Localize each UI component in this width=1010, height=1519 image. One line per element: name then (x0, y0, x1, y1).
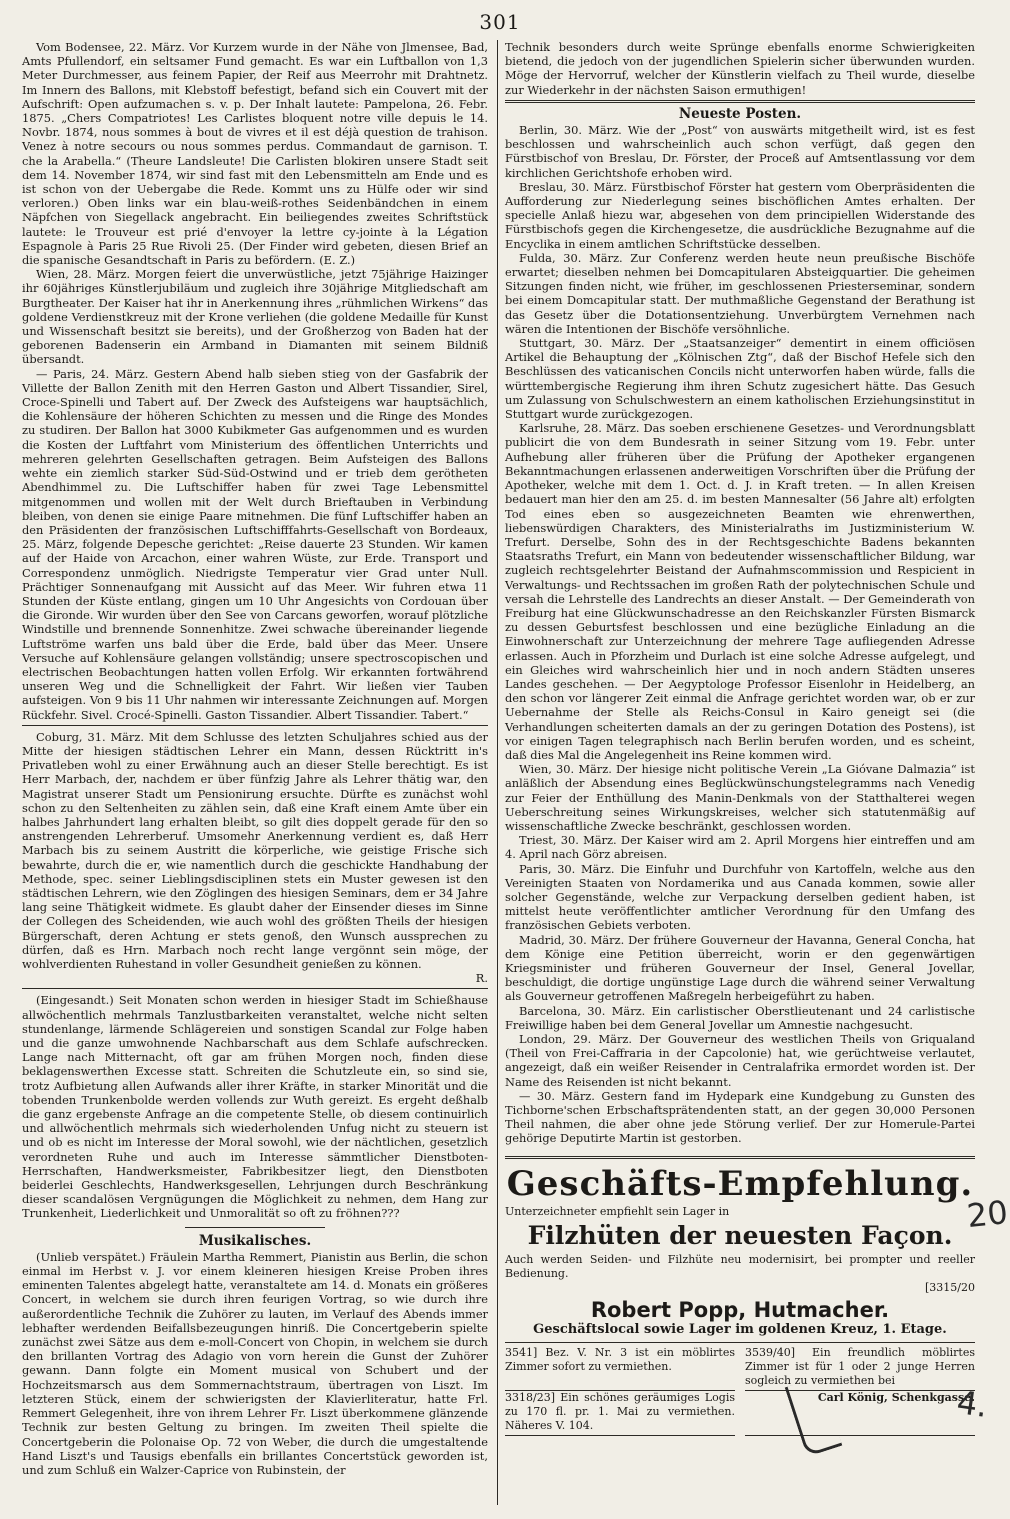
article-bodensee: Vom Bodensee, 22. März. Vor Kurzem wurde in der Nähe von Jlmensee, Bad, Amts Pfullendorf, ein seltsamer Fund gemacht. Es war ein Luftballon von 1,3 Meter Durchmesser, aus feinem Papier, der Reif aus Meerrohr mit Drahtnetz. Im Innern des Ballons, mit Klebstoff befestigt, befand sich ein Couvert mit der Aufschrift: Open aufzumachen s. v. p. Der Inhalt lautete: Pampelona, 26. Febr. 1875. „Chers Compatriotes! Les Carlistes bloquent notre ville depuis le 14. Novbr. 1874, nous sommes à bout de vivres et il est déjà question de trahison. Venez à notre secours ou nous sommes perdus. Commandaut de garnison. T. che la Arabella.“ (Theure Landsleute! Die Carlisten blokiren unsere Stadt seit dem 14. November 1874, wir sind fast mit den Lebensmitteln am Ende und es ist schon von der Uebergabe die Rede. Kommt uns zu Hülfe oder wir sind verloren.) Oben links war ein blau-weiß-rothes Seidenbändchen in einem Näpfchen von Siegellack angebracht. Ein beiliegendes zweites Schriftstück lautete: le Trouveur est prié d'envoyer la lettre cy-jointe à la Légation Espagnole à Paris 25 Rue Rivoli 25. (Der Finder wird gebeten, diesen Brief an die spanische Gesandtschaft in Paris zu befördern. (E. Z.) (22, 40, 488, 268)
news-fulda: Fulda, 30. März. Zur Conferenz werden heute neun preußische Bischöfe erwartet; dieselben nehmen bei Domcapitularen Absteigquartier. Die geheimen Sitzungen finden nicht, wie früher, im geschlossenen Priesterseminar, sondern bei einem Domcapitular statt. Der muthmaßliche Gegenstand der Berathung ist das Gesetz über die Dotationsentziehung. Unverbürgtem Vernehmen nach wären die Intentionen der Bischöfe versöhnliche. (505, 250, 975, 336)
news-berlin: Berlin, 30. März. Wie der „Post“ von auswärts mitgetheilt wird, ist es fest beschlossen und wahrscheinlich auch schon verfügt, daß gegen den Fürstbischof von Breslau, Dr. Förster, der Proceß auf Amtsentlassung vor dem kirchlichen Gerichtshofe erhoben wird. (505, 123, 975, 180)
article-wien: Wien, 28. März. Morgen feiert die unverwüstliche, jetzt 75jährige Haizinger ihr 60jähriges Künstlerjubiläum und zugleich ihre 30jährige Mitgliedschaft am Burgtheater. Der Kaiser hat ihr in Anerkennung ihres „rühmlichen Wirkens“ das goldene Verdienstkreuz mit der Krone verliehen (die goldene Medaille für Kunst und Wissenschaft besitzt sie bereits), und der Großherzog von Baden hat der geborenen Badenserin ein Armband in Diamanten mit seinem Bildniß übersandt. (22, 267, 488, 367)
ad-headline: Filzhüten der neuesten Façon. (527, 1220, 953, 1250)
section-title-musik: Musikalisches. (198, 1232, 312, 1249)
ad-intro: Unterzeichneter empfiehlt sein Lager in (505, 1204, 730, 1218)
news-karlsruhe: Karlsruhe, 28. März. Das soeben erschienene Gesetzes- und Verordnungsblatt publicirt die von dem Bundesrath in seiner Sitzung vom 19. Febr. unter Aufhebung aller früheren über die Prüfung der Apotheker ergangenen Bekanntmachungen erlassenen anderweitigen Vorschriften über die Prüfung der Apotheker, welche mit dem 1. Oct. d. J. in Kraft treten. — In allen Kreisen bedauert man hier den am 25. d. im besten Mannesalter (56 Jahre alt) erfolgten Tod eines eben so ausgezeichneten Beamten wie ehrenwerthen, liebenswürdigen Charakters, des Ministerialraths im Justizministerium W. Trefurt. Derselbe, Sohn des in der Rechtsgeschichte Badens bekannten Staatsraths Trefurt, ein Mann von bedeutender wissenschaftlicher Bildung, war zugleich rechtsgelehrter Beistand der Aufnahmscommission und Respicient in Verwaltungs- und Rechtssachen im großen Rath der polytechnischen Schule und versah die Lehrstelle des Landrechts an dieser Anstalt. — Der Gemeinderath von Freiburg hat eine Glückwunschadresse an den Reichskanzler Fürsten Bismarck zu dessen Geburtsfest beschlossen und eine bezügliche Einladung an die Einwohnerschaft zur Unterzeichnung der mehrere Tage aufliegenden Adresse erlassen. Auch in Pforzheim und Durlach ist eine solche Adresse aufgelegt, und ein Gleiches wird wahrscheinlich hier und in noch andern Städten unseres Landes geschehen. — Der Aegyptologe Professor Eisenlohr in Heidelberg, an den schon vor längerer Zeit einmal die Anfrage gerichtet worden war, ob er zur Uebernahme der Stelle als Reichs-Consul in Kairo geneigt sei (die Verhandlungen scheiterten damals an der zu geringen Dotation des Postens), ist vor einigen Tagen telegraphisch nach Berlin berufen worden, und es scheint, daß dies Mal die Angelegenheit ins Reine kommen wird. (505, 421, 975, 762)
article-eingesandt: (Eingesandt.) Seit Monaten schon werden in hiesiger Stadt im Schießhause allwöchentlich mehrmals Tanzlustbarkeiten veranstaltet, welche nicht selten stundenlange, lärmende Schlägereien und sonstigen Scandal zur Folge haben und die ganze umwohnende Nachbarschaft aus dem Schlafe aufschrecken. Lange nach Mitternacht, oft gar am frühen Morgen noch, finden diese beklagenswerthen Excesse statt. Schreiten die Schutzleute ein, so sind sie, trotz Aufbietung allen Aufwands aller ihrer Kräfte, in starker Minorität und die tobenden Trunkenbolde werden vollends zur Wuth gereizt. Es ergeht deßhalb die ganz ergebenste Anfrage an die competente Stelle, ob diesem continuirlich und allwöchentlich mehrmals sich wiederholenden Unfug nicht zu steuern ist und ob es nicht im Interesse der Moral sowohl, wie der nächtlichen, gesetzlich verordneten Ruhe und auch im Interesse sämmtlicher Dienstboten-Herrschaften, Handwerksmeister, Fabrikbesitzer liegt, den Dienstboten beiderlei Geschlechts, Handwerksgesellen, Lehrjungen durch Beschränkung dieser scandalösen Vergnügungen die Möglichkeit zu nehmen, dem Hang zur Trunkenheit, Liederlichkeit und Unmoralität so oft zu fröhnen??? (22, 993, 488, 1221)
classified-ad: 3539/40] Ein freundlich möblirtes Zimmer ist für 1 oder 2 junge Herren sogleich zu vermiethen bei (745, 1346, 975, 1391)
news-london: London, 29. März. Der Gouverneur des westlichen Theils von Griqualand (Theil von Frei-Caffraria in der Capcolonie) hat, wie gerüchtweise verlautet, angezeigt, daß ein weißer Reisender in Centralafrika ermordet worden ist. Der Name des Reisenden ist nicht bekannt. (505, 1032, 975, 1089)
news-london-2: — 30. März. Gestern fand im Hydepark eine Kundgebung zu Gunsten des Tichborne'schen Erbschaftsprätendenten statt, an der gegen 30,000 Personen Theil nahmen, die aber ohne jede Störung verlief. Der zur Homerule-Partei gehörige Deputirte Martin ist gestorben. (505, 1088, 975, 1146)
classified-ads (505, 1342, 975, 1436)
classified-ad: Carl König, Schenkgasse. (745, 1391, 975, 1436)
section-title-news: Neueste Posten. (678, 105, 802, 122)
article-paris: — Paris, 24. März. Gestern Abend halb sieben stieg von der Gasfabrik der Villette der Ballon Zenith mit den Herren Gaston und Albert Tissandier, Sirel, Croce-Spinelli und Tabert auf. Der Zweck des Aufsteigens war hauptsächlich, die Kohlensäure der höheren Schichten zu messen und die Ringe des Mondes zu studiren. Der Ballon hat 3000 Kubikmeter Gas aufgenommen und es wurden die Kosten der Luftfahrt vom Ministerium des öffentlichen Unterrichts und mehreren gelehrten Gesellschaften getragen. Beim Aufsteigen des Ballons wehte ein ziemlich starker Süd-Süd-Ostwind und er trieb dem gerötheten Abendhimmel zu. Die Luftschiffer haben für zwei Tage Lebensmittel mitgenommen und wollen mit der Welt durch Brieftauben in Verbindung bleiben, von denen sie einige Paare mitnehmen. Die fünf Luftschiffer haben an den Präsidenten der französischen Luftschifffahrts-Gesellschaft von Bordeaux, 25. März, folgende Depesche gerichtet: „Reise dauerte 23 Stunden. Wir kamen auf der Haide von Arcachon, einer wahren Wüste, zur Erde. Transport und Correspondenz unmöglich. Niedrigste Temperatur vier Grad unter Null. Prächtiger Sonnenaufgang mit Aussicht auf das Meer. Wir fuhren etwa 11 Stunden der Küste entlang, gingen um 10 Uhr Angesichts von Cordouan über die Gironde. Wir wurden über den See von Carcans geworfen, worauf plötzliche Windstille und brennende Sonnenhitze. Zwei schwache übereinander liegende Luftströme warfen uns bald über die Erde, bald über das Meer. Unsere Versuche auf Kohlensäure gelangen vollständig; unsere spectroscopischen und electrischen Beobachtungen hatten vollen Erfolg. Wir erkannten fortwährend unseren Weg und die Schnelligkeit der Fahrt. Wir ließen vier Tauben aufsteigen. Von 9 bis 11 Uhr nahmen wir interessante Zeichnungen auf. Morgen Rückfehr. Sivel. Crocé-Spinelli. Gaston Tissandier. Albert Tissandier. Tabert.“ (22, 366, 488, 722)
divider (22, 988, 488, 989)
ad-merchant: Robert Popp, Hutmacher. (590, 1297, 890, 1322)
ad-reference: [3315/20 (925, 1280, 975, 1294)
advertisement (505, 1156, 975, 1337)
news-stuttgart: Stuttgart, 30. März. Der „Staatsanzeiger“ dementirt in einem officiösen Artikel die Behauptung der „Kölnischen Ztg“, daß der Bischof Hefele sich den Beschlüssen des vaticanischen Concils nicht unterworfen haben würde, falls die württembergische Regierung ihm ihren Schutz zugesichert hätte. Das Gesuch um Zulassung von Schulschwestern an einem katholischen Erziehungsinstitut in Stuttgart wurde zurückgezogen. (505, 336, 975, 422)
classified-ad: 3541] Bez. V. Nr. 3 ist ein möblirtes Zimmer sofort zu vermiethen. (505, 1346, 735, 1391)
news-paris: Paris, 30. März. Die Einfuhr und Durchfuhr von Kartoffeln, welche aus den Vereinigten Staaten von Nordamerika und aus Canada kommen, sowie aller solcher Gegenstände, welche zur Verpackung derselben gedient haben, ist mittelst heute veröffentlichter amtlicher Verordnung für den Umfang des französischen Gebiets verboten. (505, 861, 975, 933)
article-musik: (Unlieb verspätet.) Fräulein Martha Remmert, Pianistin aus Berlin, die schon einmal im Herbst v. J. vor einem kleineren hiesigen Kreise Proben ihres eminenten Talentes abgelegt hatte, veranstaltete am 14. d. Monats ein größeres Concert, in welchem sie durch ihren feurigen Vortrag, so wie durch ihre außerordentliche Technik die Zuhörer zu lauten, im Verlauf des Abends immer lebhafter werdenden Beifallsbezeugungen hinriß. Die Concertgeberin spielte zunächst zwei Sätze aus dem e-moll-Concert von Chopin, in welchem sie durch den brillanten Vortrag des Adagio von vorn herein die Gunst der Zuhörer gewann. Dann folgte ein Moment musical von Schubert und der Hochzeitsmarsch aus dem Sommernachtstraum, übertragen von Liszt. Im letzteren Stück, einem der schwierigsten der Klavierliteratur, hatte Frl. Remmert Gelegenheit, ihre von ihrem Lehrer Fr. Liszt überkommene glänzende Technik zur besten Geltung zu bringen. Im zweiten Theil spielte die Concertgeberin die Polonaise Op. 72 von Weber, die durch die umgestaltende Hand Liszt's und Tausigs ebenfalls ein brillantes Concertstück geworden ist, und zum Schluß ein Walzer-Caprice von Rubinstein, der (22, 1249, 488, 1477)
article-coburg: Coburg, 31. März. Mit dem Schlusse des letzten Schuljahres schied aus der Mitte der hiesigen städtischen Lehrer ein Mann, dessen Rücktritt in's Privatleben wohl zu einer Erwähnung auch an dieser Stelle berechtigt. Es ist Herr Marbach, der, nachdem er über fünfzig Jahre als Lehrer thätig war, den Magistrat unserer Stadt um Pensionirung ersuchte. Dürfte es zunächst wohl schon zu den Seltenheiten zu zählen sein, daß eine Kraft einem Amte über ein halbes Jahrhundert lang erhalten bleibt, so gilt dies doppelt gerade für den so anstrengenden Lehrerberuf. Umsomehr Anerkennung verdient es, daß Herr Marbach bis zu seinem Austritt die körperliche, wie geistige Frische sich bewahrte, durch die er, wie namentlich durch die geschickte Handhabung der Methode, spec. seiner Lieblingsdisciplinen stets ein Muster gewesen ist den städtischen Lehrern, wie den Zöglingen des hiesigen Seminars, dem er 34 Jahre lang seine Thätigkeit widmete. Es glaubt daher der Einsender dieses im Sinne der Collegen des Scheidenden, wie auch wohl des größten Theils der hiesigen Bürgerschaft, deren Achtung er stets genoß, den Wunsch aussprechen zu dürfen, daß es Hrn. Marbach noch recht lange vergönnt sein möge, der wohlverdienten Ruhestand in voller Gesundheit genießen zu können. (22, 729, 488, 971)
ad-location: Geschäftslocal sowie Lager im goldenen Kreuz, 1. Etage. (533, 1321, 947, 1337)
news-breslau: Breslau, 30. März. Fürstbischof Förster hat gestern vom Oberpräsidenten die Aufforderung zur Niederlegung seines bischöflichen Amtes erhalten. Der specielle Anlaß hiezu war, abgesehen von dem principiellen Widerstande des Fürstbischofs gegen die Kirchengesetze, die ausdrückliche Bezugnahme auf die Encyclika in einem amtlichen Schriftstücke desselben. (505, 179, 975, 251)
classified-ad: 3318/23] Ein schönes geräumiges Logis zu 170 fl. pr. 1. Mai zu vermiethen. Näheres V. 104. (505, 1391, 735, 1436)
page-number: 301 (479, 10, 521, 34)
news-barcelona: Barcelona, 30. März. Ein carlistischer Oberstlieutenant und 24 carlistische Freiwillige haben bei dem General Jovellar um Amnestie nachgesucht. (505, 1003, 975, 1032)
coburg-signature: R. (475, 971, 488, 986)
divider (505, 100, 975, 103)
column-divider (497, 40, 498, 1505)
divider (22, 725, 488, 726)
right-column (505, 40, 975, 1510)
left-column (22, 40, 488, 1510)
ad-text: Auch werden Seiden- und Filzhüte neu modernisirt, bei prompter und reeller Bedienung. (505, 1252, 975, 1280)
ad-title: Geschäfts-Empfehlung. (506, 1163, 974, 1204)
news-wien: Wien, 30. März. Der hiesige nicht politische Verein „La Gióvane Dalmazia“ ist anläßlich der Absendung eines Beglückwünschungstelegramms nach Venedig zur Feier der Enthüllung des Manin-Denkmals von der Statthalterei wegen Ueberschreitung seines Wirkungskreises, welcher sich statutenmäßig auf wissenschaftliche Zwecke beschränkt, geschlossen worden. (505, 762, 975, 833)
handwritten-mark: 4. (954, 1383, 991, 1425)
news-triest: Triest, 30. März. Der Kaiser wird am 2. April Morgens hier eintreffen und am 4. April nach Görz abreisen. (505, 833, 975, 862)
article-musik-continued: Technik besonders durch weite Sprünge ebenfalls enorme Schwierigkeiten bietend, die jedoch von der jugendlichen Spielerin sicher überwunden wurden. Möge der Hervorruf, welcher der Künstlerin vielfach zu Theil wurde, dieselbe zur Wiederkehr in der nächsten Saison ermuthigen! (505, 40, 975, 97)
news-madrid: Madrid, 30. März. Der frühere Gouverneur der Havanna, General Concha, hat dem Könige eine Petition überreicht, worin er den gegenwärtigen Kriegsminister und früheren Gouverneur der Insel, General Jovellar, beschuldigt, die dortige ungünstige Lage durch die während seiner Verwaltung als Gouverneur getroffenen Maßregeln herbeigeführt zu haben. (505, 932, 975, 1004)
divider (185, 1227, 325, 1228)
handwritten-mark: 20 (965, 1192, 1010, 1236)
